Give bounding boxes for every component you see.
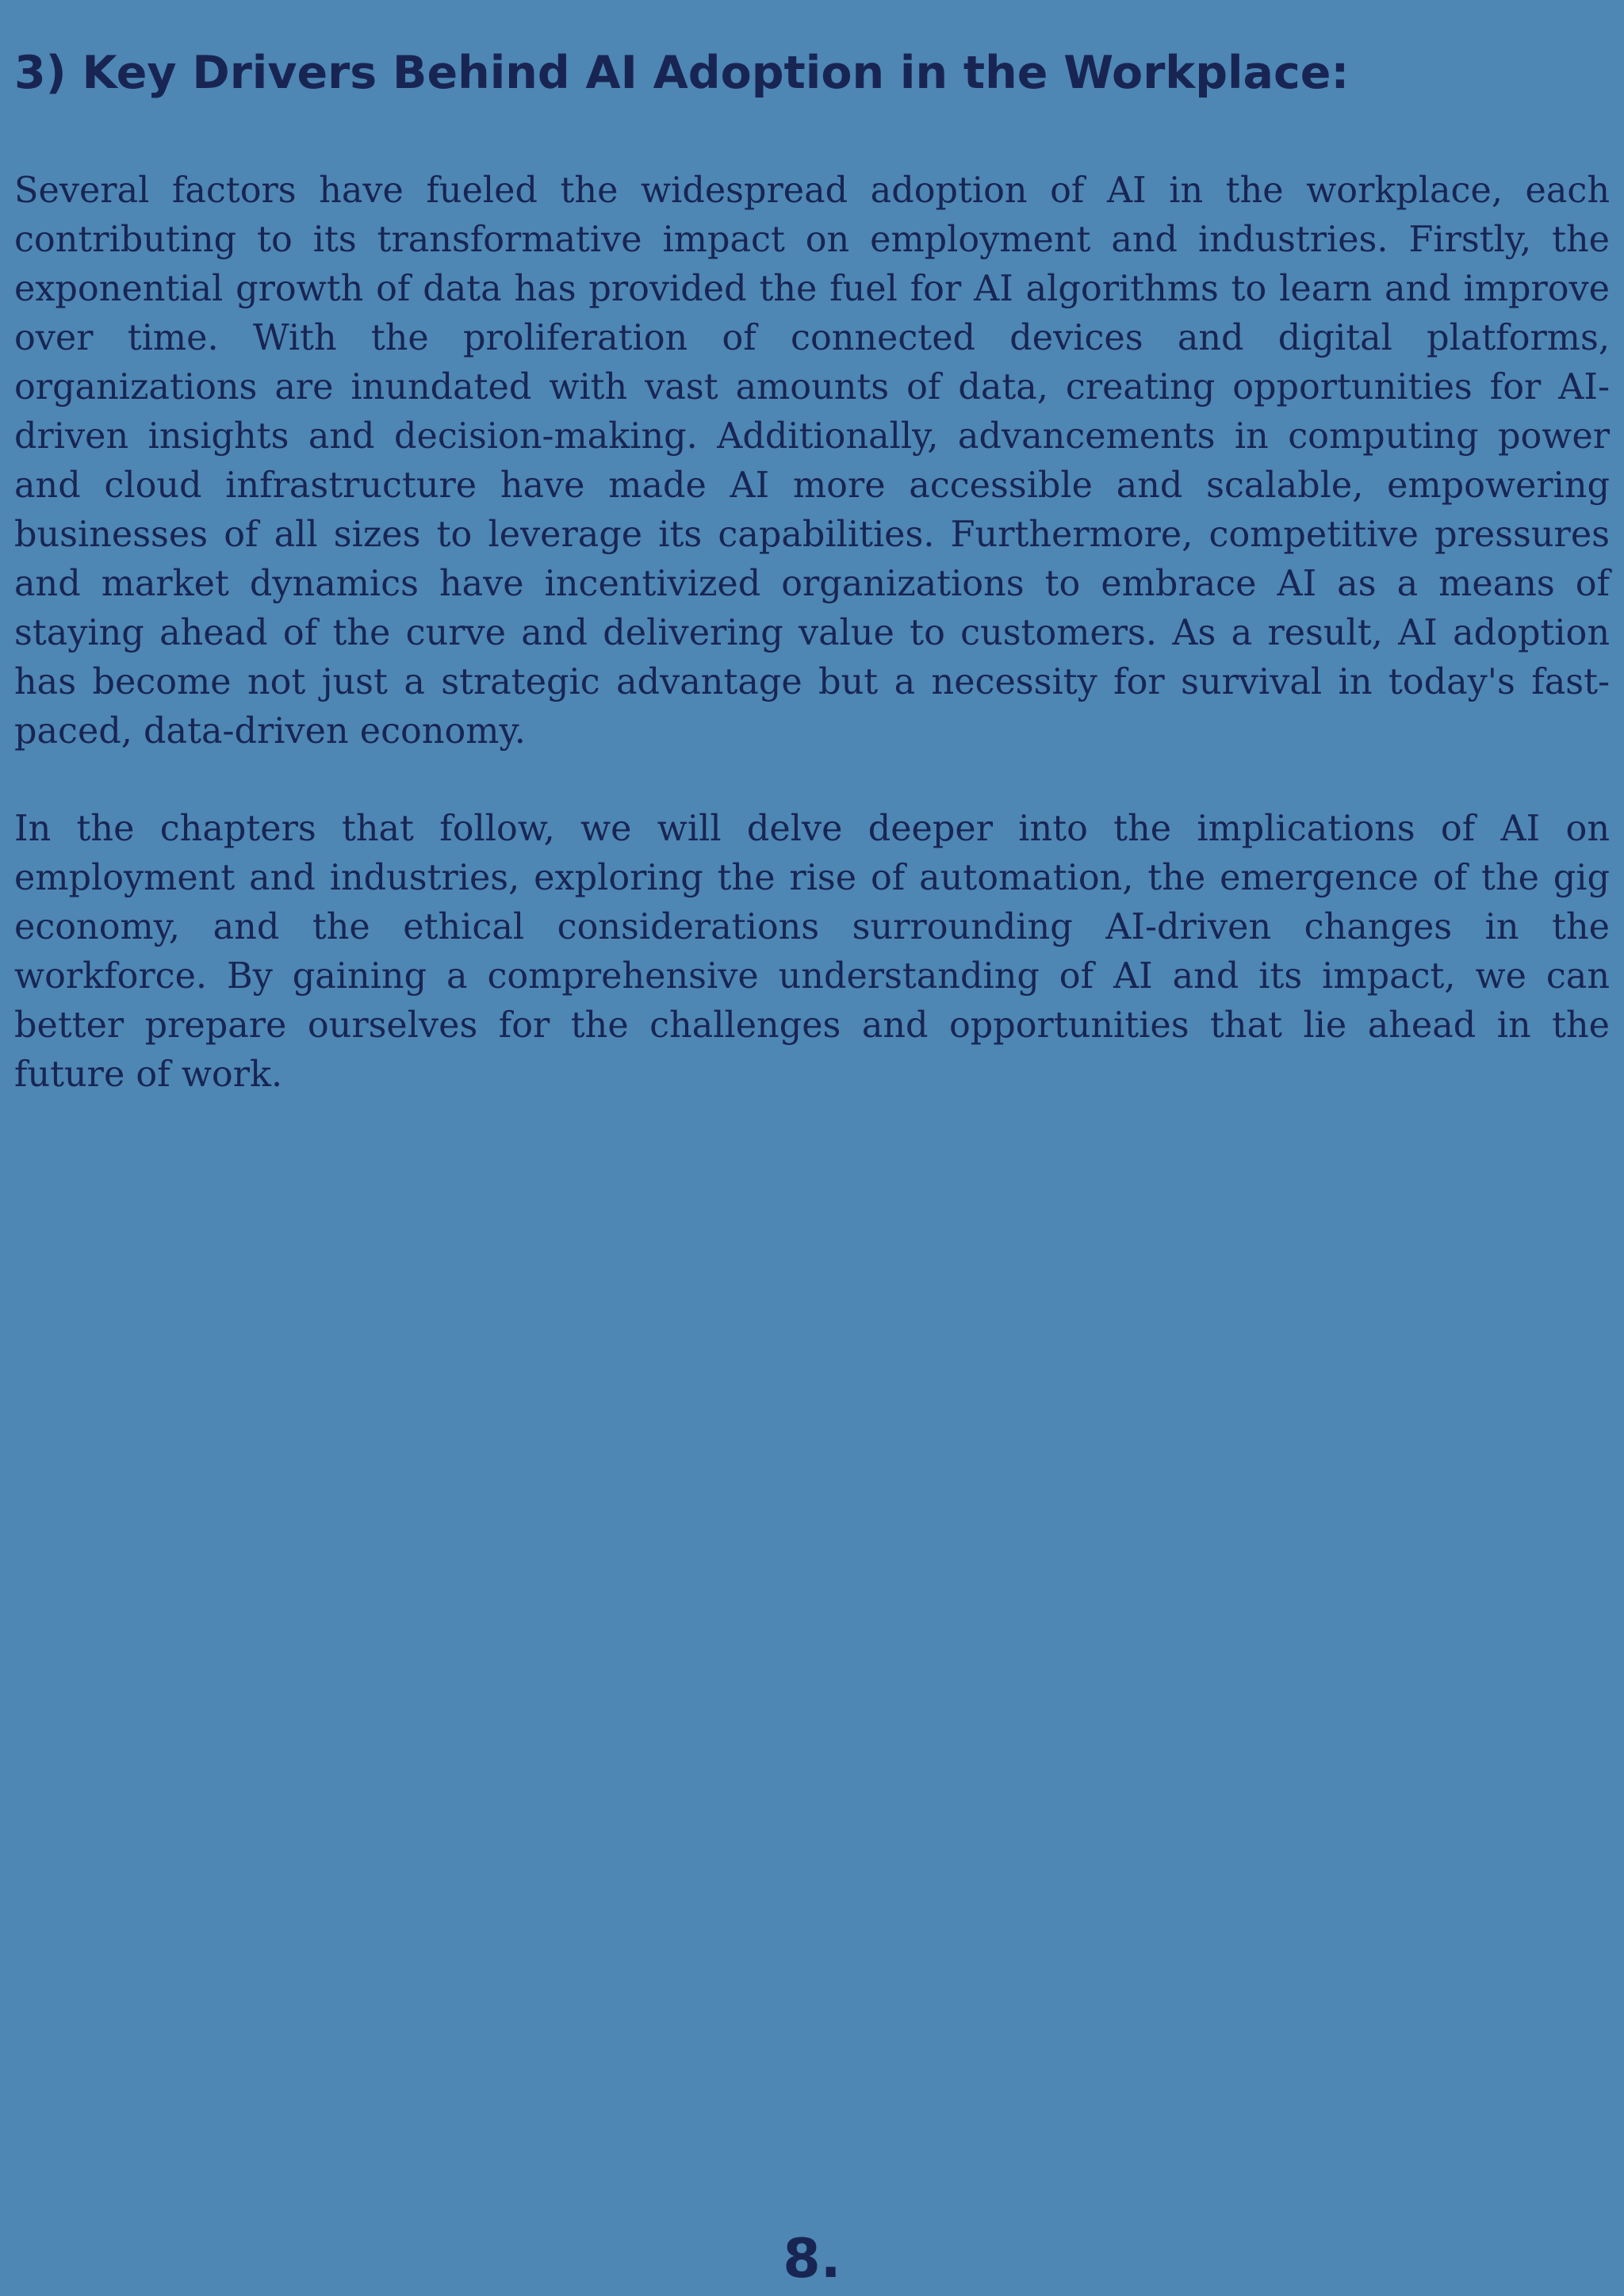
body-paragraph-1: Several factors have fueled the widespread adoption of AI in the workplace, each contributing to its transformative impact on employment and industries. Firstly, the exponential growth of data has provided the fuel for AI algorithms to learn and improve over time. With the proliferation of connected devices and digital platforms, organizations are inundated with vast amounts of data, creating opportunities for AI-driven insights and decision-making. Additionally, advancements in computing power and cloud infrastructure have made AI more accessible and scalable, empowering businesses of all sizes to leverage its capabilities. Furthermore, competitive pressures and market dynamics have incentivized organizations to embrace AI as a means of staying ahead of the curve and delivering value to customers. As a result, AI adoption has become not just a strategic advantage but a necessity for survival in today's fast-paced, data-driven economy. (14, 170, 1610, 752)
page-number: 8. (783, 2228, 841, 2290)
body-paragraph-2: In the chapters that follow, we will delve deeper into the implications of AI on employment and industries, exploring the rise of automation, the emergence of the gig economy, and the ethical considerations surrounding AI-driven changes in the workforce. By gaining a comprehensive understanding of AI and its impact, we can better prepare ourselves for the challenges and opportunities that lie ahead in the future of work. (14, 809, 1610, 1095)
section-heading: 3) Key Drivers Behind AI Adoption in the Workplace: (14, 47, 1350, 99)
